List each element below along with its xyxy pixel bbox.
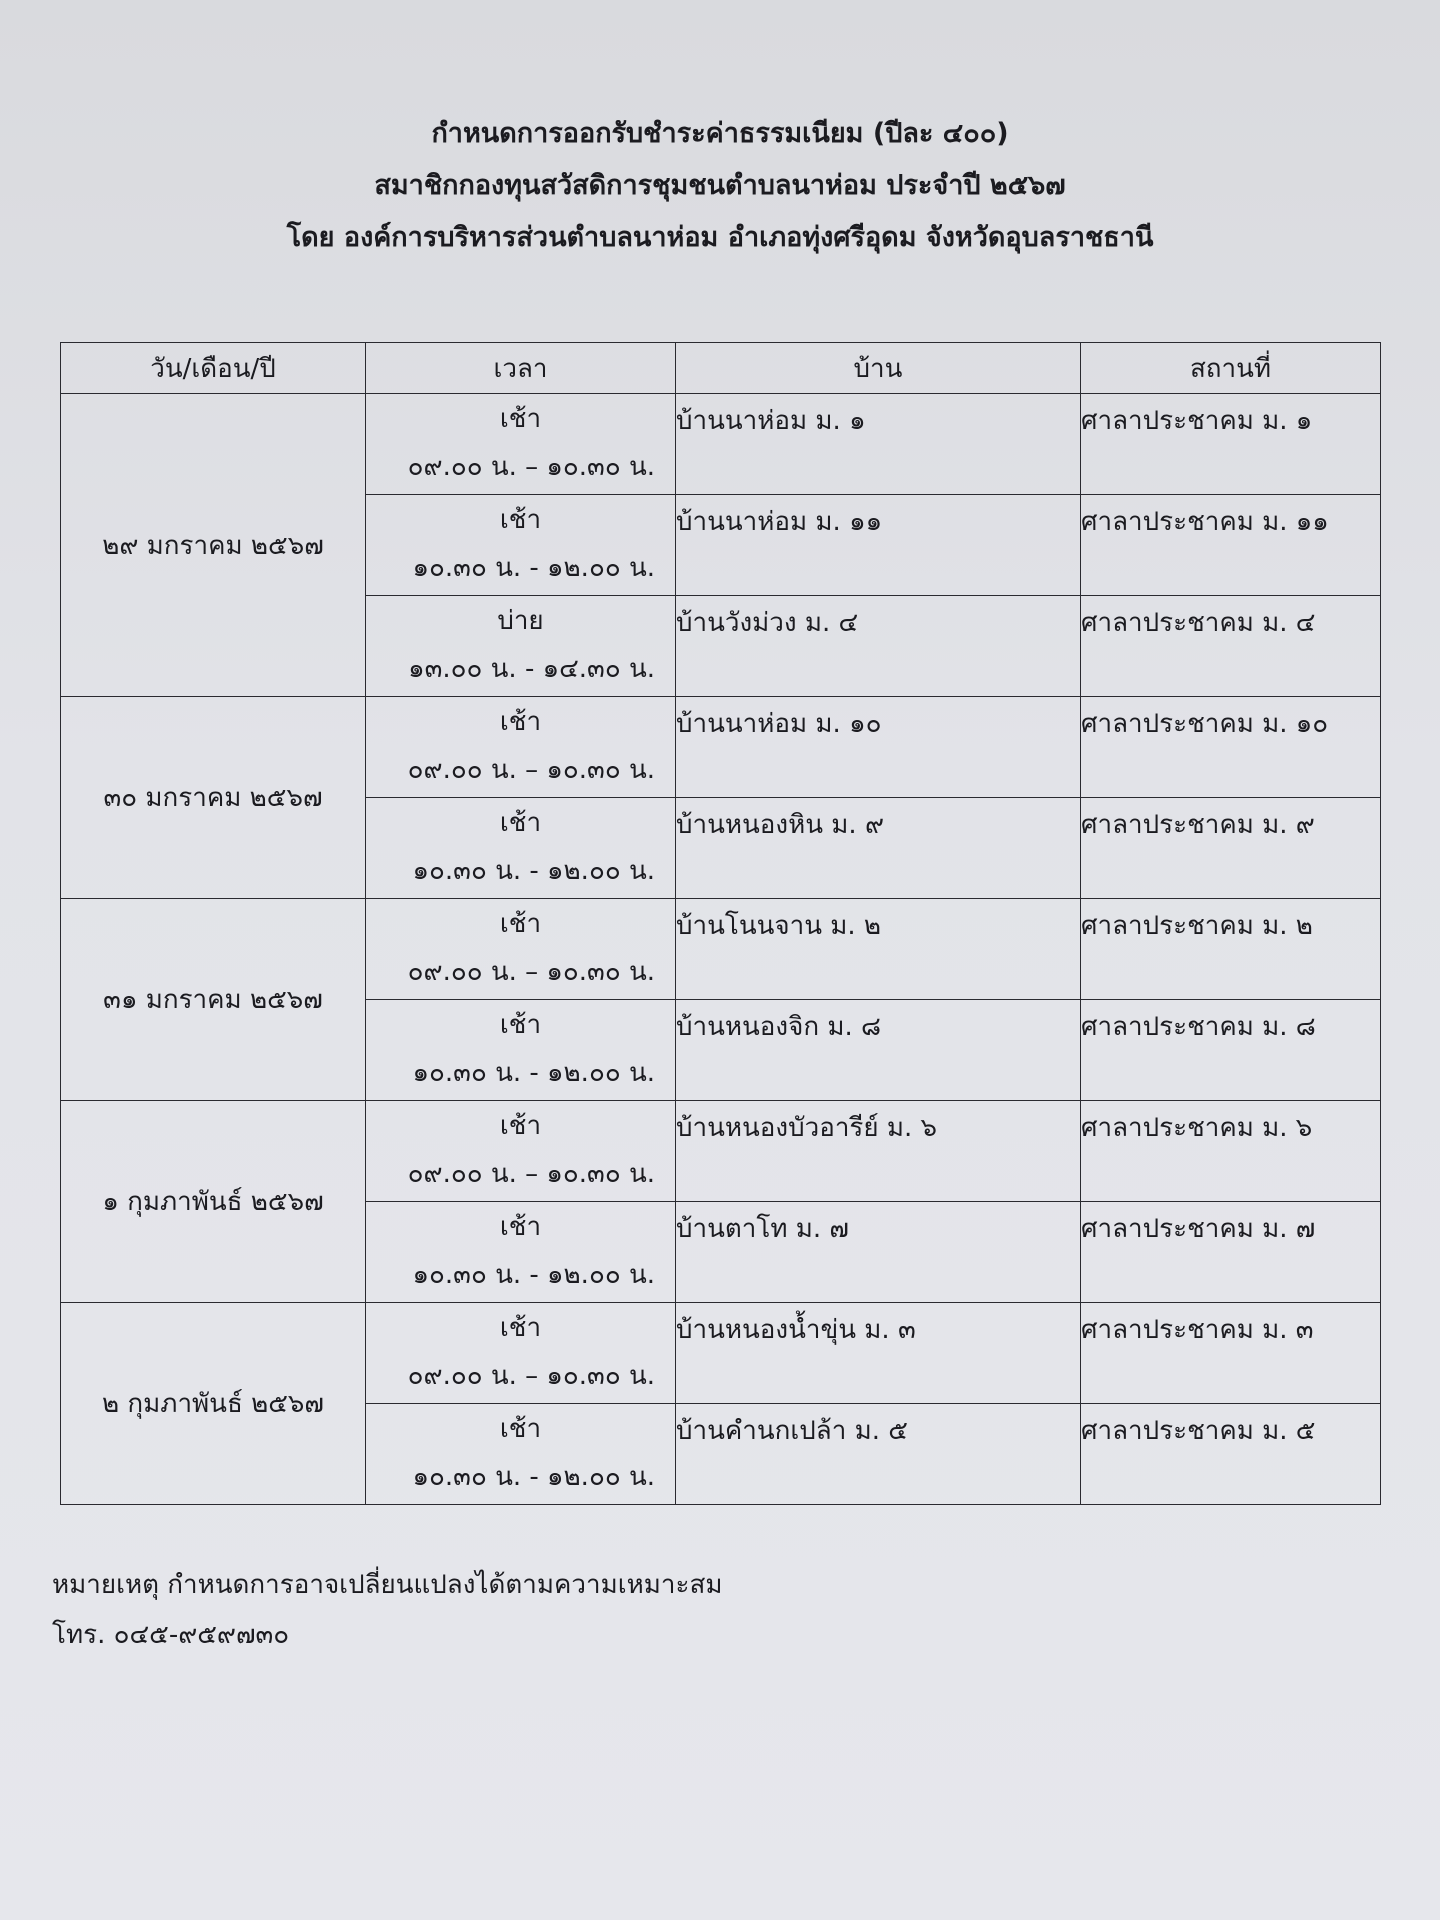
period-label: เช้า [499, 1414, 542, 1444]
place-cell: ศาลาประชาคม ม. ๕ [1081, 1404, 1381, 1505]
village-cell: บ้านตาโท ม. ๗ [676, 1202, 1081, 1303]
place-cell: ศาลาประชาคม ม. ๓ [1081, 1303, 1381, 1404]
place-cell: ศาลาประชาคม ม. ๔ [1081, 596, 1381, 697]
date-cell: ๓๐ มกราคม ๒๕๖๗ [61, 697, 366, 899]
place-cell: ศาลาประชาคม ม. ๙ [1081, 798, 1381, 899]
period-label: เช้า [499, 1111, 542, 1141]
header-place: สถานที่ [1081, 343, 1381, 394]
period-label: บ่าย [497, 606, 544, 636]
place-cell: ศาลาประชาคม ม. ๒ [1081, 899, 1381, 1000]
time-cell [366, 596, 676, 697]
date-cell: ๒ กุมภาพันธ์ ๒๕๖๗ [61, 1303, 366, 1505]
village-cell: บ้านนาห่อม ม. ๑๐ [676, 697, 1081, 798]
time-range: ๑๐.๓๐ น. - ๑๒.๐๐ น. [412, 1462, 655, 1492]
table-row [61, 1303, 1381, 1404]
period-label: เช้า [499, 404, 542, 434]
place-cell: ศาลาประชาคม ม. ๑๐ [1081, 697, 1381, 798]
title-line-1: กำหนดการออกรับชำระค่าธรรมเนียม (ปีละ ๔๐๐) [431, 118, 1009, 149]
header-village: บ้าน [676, 343, 1081, 394]
place-cell: ศาลาประชาคม ม. ๘ [1081, 1000, 1381, 1101]
period-label: เช้า [499, 707, 542, 737]
table-row [61, 394, 1381, 495]
period-label: เช้า [499, 909, 542, 939]
table-row [61, 1101, 1381, 1202]
period-label: เช้า [499, 808, 542, 838]
document-title [0, 108, 1440, 264]
schedule-table [60, 342, 1381, 1505]
time-cell [366, 1101, 676, 1202]
village-cell: บ้านวังม่วง ม. ๔ [676, 596, 1081, 697]
time-range: ๑๐.๓๐ น. - ๑๒.๐๐ น. [412, 856, 655, 886]
time-range: ๐๙.๐๐ น. – ๑๐.๓๐ น. [407, 1159, 655, 1189]
place-cell: ศาลาประชาคม ม. ๖ [1081, 1101, 1381, 1202]
time-range: ๐๙.๐๐ น. – ๑๐.๓๐ น. [407, 957, 655, 987]
village-cell: บ้านนาห่อม ม. ๑ [676, 394, 1081, 495]
place-cell: ศาลาประชาคม ม. ๑ [1081, 394, 1381, 495]
time-range: ๑๐.๓๐ น. - ๑๒.๐๐ น. [412, 553, 655, 583]
village-cell: บ้านนาห่อม ม. ๑๑ [676, 495, 1081, 596]
table-header-row [61, 343, 1381, 394]
period-label: เช้า [499, 505, 542, 535]
table-row [61, 697, 1381, 798]
village-cell: บ้านคำนกเปล้า ม. ๕ [676, 1404, 1081, 1505]
date-cell: ๓๑ มกราคม ๒๕๖๗ [61, 899, 366, 1101]
time-cell [366, 697, 676, 798]
period-label: เช้า [499, 1212, 542, 1242]
village-cell: บ้านหนองหิน ม. ๙ [676, 798, 1081, 899]
time-range: ๐๙.๐๐ น. – ๑๐.๓๐ น. [407, 1361, 655, 1391]
time-cell [366, 1202, 676, 1303]
time-cell [366, 798, 676, 899]
footer-phone: โทร. ๐๔๕-๙๕๙๗๓๐ [52, 1620, 290, 1650]
time-cell [366, 899, 676, 1000]
time-range: ๐๙.๐๐ น. – ๑๐.๓๐ น. [407, 755, 655, 785]
header-time: เวลา [366, 343, 676, 394]
date-cell: ๑ กุมภาพันธ์ ๒๕๖๗ [61, 1101, 366, 1303]
place-cell: ศาลาประชาคม ม. ๑๑ [1081, 495, 1381, 596]
date-cell: ๒๙ มกราคม ๒๕๖๗ [61, 394, 366, 697]
village-cell: บ้านหนองบัวอารีย์ ม. ๖ [676, 1101, 1081, 1202]
time-cell [366, 1000, 676, 1101]
time-cell [366, 495, 676, 596]
place-cell: ศาลาประชาคม ม. ๗ [1081, 1202, 1381, 1303]
header-date: วัน/เดือน/ปี [61, 343, 366, 394]
time-range: ๑๐.๓๐ น. - ๑๒.๐๐ น. [412, 1260, 655, 1290]
time-range: ๑๐.๓๐ น. - ๑๒.๐๐ น. [412, 1058, 655, 1088]
time-range: ๑๓.๐๐ น. - ๑๔.๓๐ น. [408, 654, 655, 684]
footer-note: หมายเหตุ กำหนดการอาจเปลี่ยนแปลงได้ตามความเหมาะสม [52, 1570, 723, 1600]
period-label: เช้า [499, 1313, 542, 1343]
table-row [61, 899, 1381, 1000]
time-cell [366, 1404, 676, 1505]
village-cell: บ้านหนองน้ำขุ่น ม. ๓ [676, 1303, 1081, 1404]
title-line-3: โดย องค์การบริหารส่วนตำบลนาห่อม อำเภอทุ่งศรีอุดม จังหวัดอุบลราชธานี [286, 222, 1154, 253]
period-label: เช้า [499, 1010, 542, 1040]
village-cell: บ้านโนนจาน ม. ๒ [676, 899, 1081, 1000]
village-cell: บ้านหนองจิก ม. ๘ [676, 1000, 1081, 1101]
time-range: ๐๙.๐๐ น. – ๑๐.๓๐ น. [407, 452, 655, 482]
time-cell [366, 394, 676, 495]
time-cell [366, 1303, 676, 1404]
title-line-2: สมาชิกกองทุนสวัสดิการชุมชนตำบลนาห่อม ประจำปี ๒๕๖๗ [374, 170, 1066, 201]
